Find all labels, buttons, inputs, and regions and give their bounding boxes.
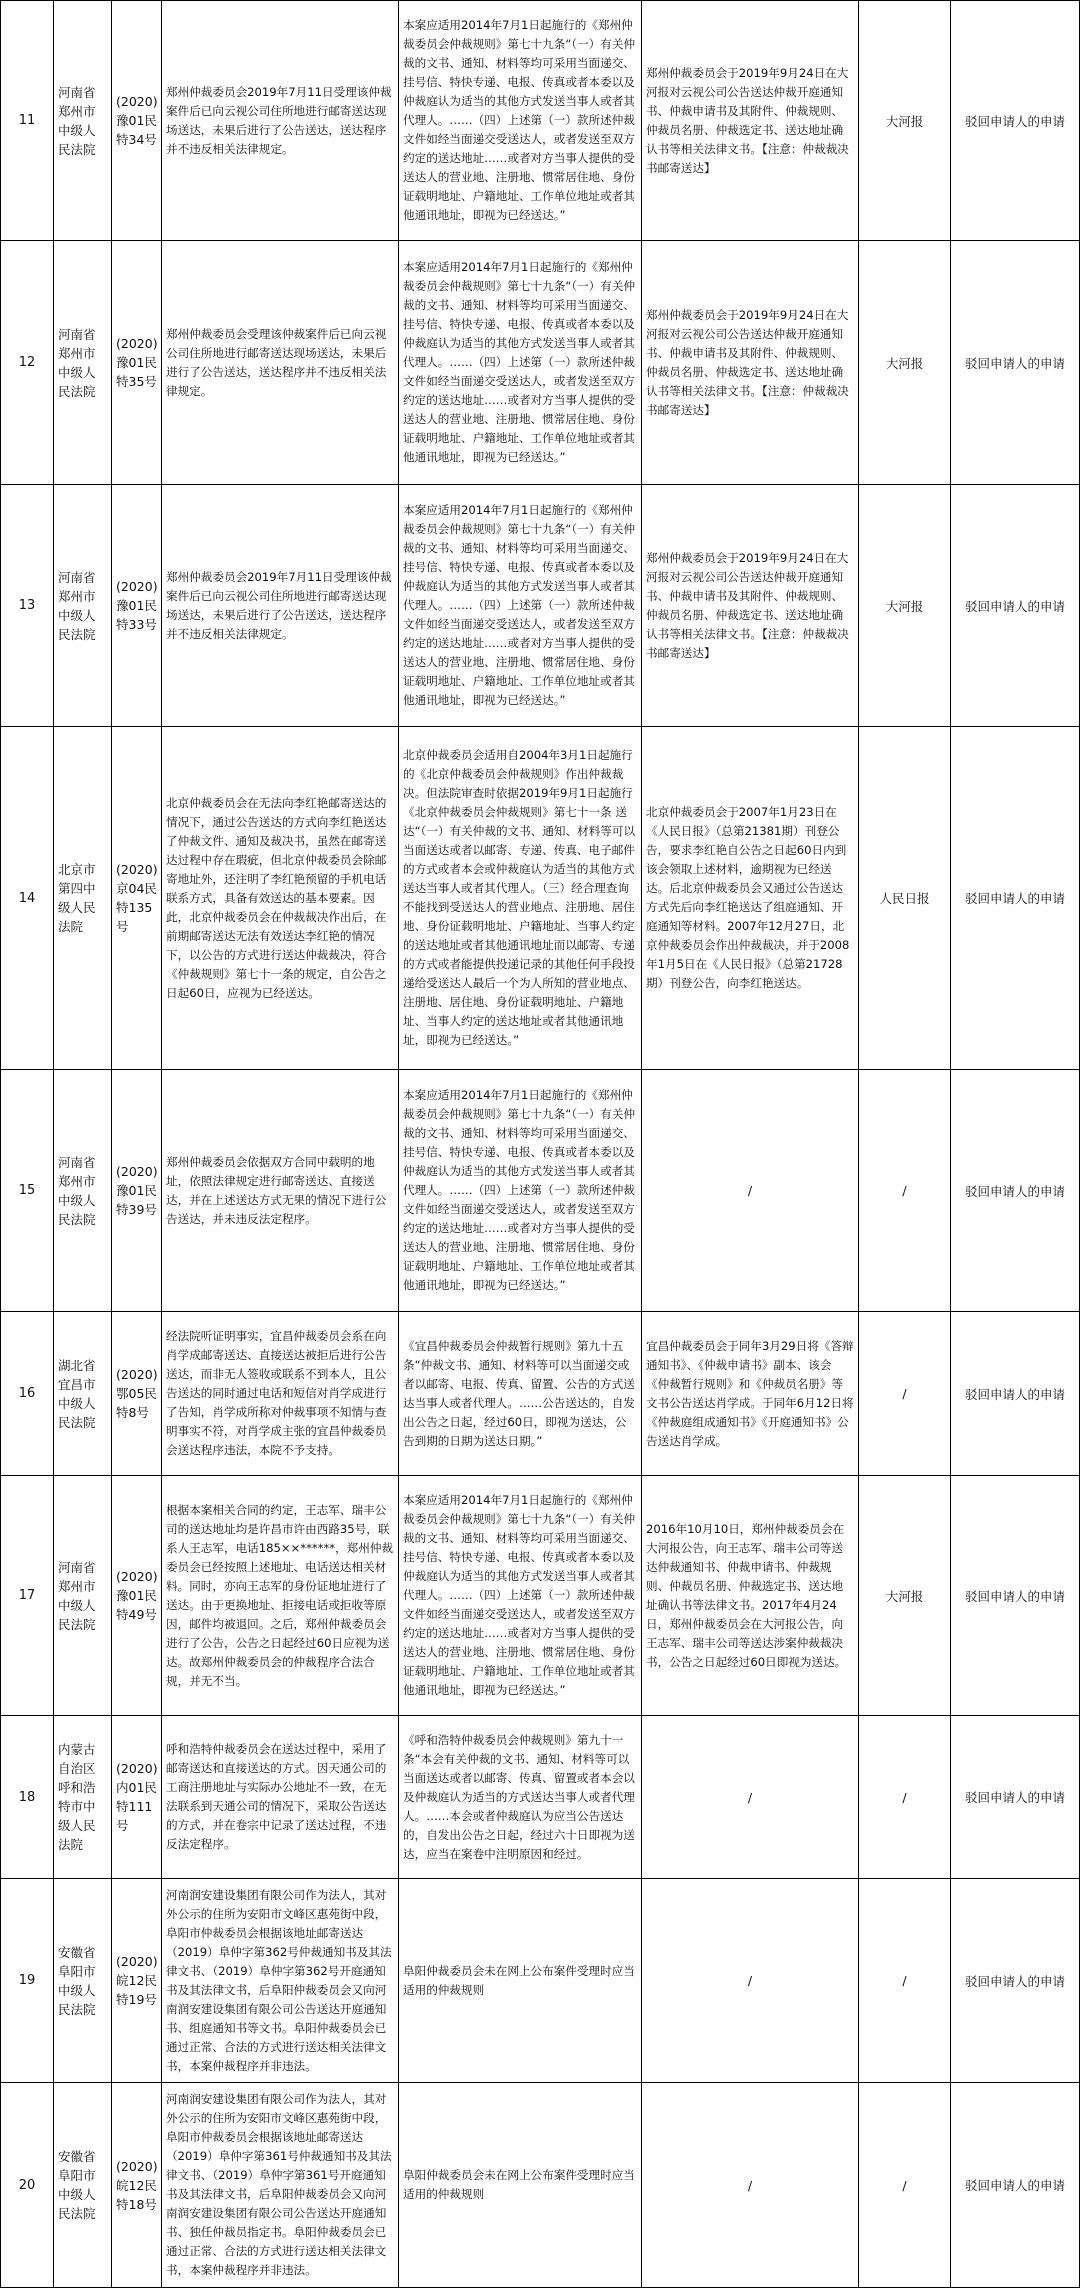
applicable-rule: 阜阳仲裁委员会未在网上公布案件受理时应当适用的仲裁规则	[399, 1879, 642, 2083]
case-number: (2020)豫01民特34号	[112, 1, 162, 241]
court-finding: 呼和浩特仲裁委员会在送达过程中，采用了邮寄送达和直接送达的方式。因天通公司的工商注册地址与实际办公地址不一致，在无法联系到天通公司的情况下，采取公告送达的方式，并在卷宗中记录了送达过程，不违反法定程序。	[162, 1716, 399, 1879]
ruling-result: 驳回申请人的申请	[951, 2083, 1080, 2288]
service-fact: /	[642, 1070, 859, 1312]
row-number: 20	[1, 2083, 54, 2288]
row-number: 19	[1, 1879, 54, 2083]
table-row	[1, 727, 1080, 1070]
newspaper: /	[859, 1312, 951, 1476]
ruling-result: 驳回申请人的申请	[951, 1879, 1080, 2083]
ruling-result: 驳回申请人的申请	[951, 1716, 1080, 1879]
service-fact: 2016年10月10日，郑州仲裁委员会在大河报公告，向王志军、瑞丰公司等送达仲裁通知书、仲裁申请书、仲裁规则、仲裁员名册、仲裁选定书、送达地址确认书等法律文书。2017年4月24日，郑州仲裁委员会在大河报公告，向王志军、瑞丰公司等送达涉案仲裁裁决书，公告之日起经过60日即视为送达。	[642, 1476, 859, 1716]
court-name: 河南省郑州市中级人民法院	[54, 1070, 112, 1312]
court-finding: 北京仲裁委员会在无法向李红艳邮寄送达的情况下，通过公告送达的方式向李红艳送达了仲裁文件、通知及裁决书，虽然在邮寄送达过程中存在瑕疵，但北京仲裁委员会除邮寄地址外，还注明了李红艳预留的手机电话联系方式，具备有效送达的基本要素。因此，北京仲裁委员会在仲裁裁决作出后，在前期邮寄送达无法有效送达李红艳的情况下，以公告的方式进行送达仲裁裁决，符合《仲裁规则》第七十一条的规定，自公告之日起60日，应视为已经送达。	[162, 727, 399, 1070]
service-fact: 北京仲裁委员会于2007年1月23日在《人民日报》（总第21381期）刊登公告，要求李红艳自公告之日起60日内到该会领取上述材料，逾期视为已经送达。后北京仲裁委员会又通过公告送达方式先后向李红艳送达了组庭通知、开庭通知等材料。2007年12月27日，北京仲裁委员会作出仲裁裁决，并于2008年1月5日在《人民日报》（总第21728期）刊登公告，向李红艳送达。	[642, 727, 859, 1070]
row-number: 11	[1, 1, 54, 241]
court-name: 河南省郑州市中级人民法院	[54, 1476, 112, 1716]
ruling-result: 驳回申请人的申请	[951, 1312, 1080, 1476]
case-number: (2020)豫01民特39号	[112, 1070, 162, 1312]
applicable-rule: 本案应适用2014年7月1日起施行的《郑州仲裁委员会仲裁规则》第七十九条“（一）有关仲裁的文书、通知、材料等均可采用当面递交、挂号信、特快专递、电报、传真或者本委以及仲裁庭认为适当的其他方式发送当事人或者其代理人。……（四）上述第（一）款所述仲裁文件如经当面递交受送达人，或者发送至双方约定的送达地址……或者对方当事人提供的受送达人的营业地、注册地、惯常居住地、身份证载明地址、户籍地址、工作单位地址或者其他通讯地址，即视为已经送达。”	[399, 1, 642, 241]
applicable-rule: 《宜昌仲裁委员会仲裁暂行规则》第九十五条“仲裁文书、通知、材料等可以当面递交或者以邮寄、电报、传真、留置、公告的方式送达当事人或者代理人。……公告送达的，自发出公告之日起，经过60日，即视为送达，公告到期的日期为送达日期。”	[399, 1312, 642, 1476]
court-name: 安徽省阜阳市中级人民法院	[54, 1879, 112, 2083]
newspaper: /	[859, 1070, 951, 1312]
applicable-rule: 阜阳仲裁委员会未在网上公布案件受理时应当适用的仲裁规则	[399, 2083, 642, 2288]
case-number: (2020)豫01民特33号	[112, 485, 162, 727]
row-number: 12	[1, 241, 54, 485]
table-row	[1, 241, 1080, 485]
newspaper: /	[859, 2083, 951, 2288]
court-name: 北京市第四中级人民法院	[54, 727, 112, 1070]
court-name: 河南省郑州市中级人民法院	[54, 1, 112, 241]
court-name: 湖北省宜昌市中级人民法院	[54, 1312, 112, 1476]
newspaper: /	[859, 1716, 951, 1879]
ruling-result: 驳回申请人的申请	[951, 1070, 1080, 1312]
applicable-rule: 本案应适用2014年7月1日起施行的《郑州仲裁委员会仲裁规则》第七十九条“（一）有关仲裁的文书、通知、材料等均可采用当面递交、挂号信、特快专递、电报、传真或者本委以及仲裁庭认为适当的其他方式发送当事人或者其代理人。……（四）上述第（一）款所述仲裁文件如经当面递交受送达人，或者发送至双方约定的送达地址……或者对方当事人提供的受送达人的营业地、注册地、惯常居住地、身份证载明地址、户籍地址、工作单位地址或者其他通讯地址，即视为已经送达。”	[399, 241, 642, 485]
service-fact: 郑州仲裁委员会于2019年9月24日在大河报对云视公司公告送达仲裁开庭通知书、仲裁申请书及其附件、仲裁规则、仲裁员名册、仲裁选定书、送达地址确认书等相关法律文书。【注意：仲裁裁决书邮寄送达】	[642, 485, 859, 727]
applicable-rule: 本案应适用2014年7月1日起施行的《郑州仲裁委员会仲裁规则》第七十九条“（一）有关仲裁的文书、通知、材料等均可采用当面递交、挂号信、特快专递、电报、传真或者本委以及仲裁庭认为适当的其他方式发送当事人或者其代理人。……（四）上述第（一）款所述仲裁文件如经当面递交受送达人，或者发送至双方约定的送达地址……或者对方当事人提供的受送达人的营业地、注册地、惯常居住地、身份证载明地址、户籍地址、工作单位地址或者其他通讯地址，即视为已经送达。”	[399, 1476, 642, 1716]
ruling-result: 驳回申请人的申请	[951, 727, 1080, 1070]
row-number: 18	[1, 1716, 54, 1879]
newspaper: 大河报	[859, 1476, 951, 1716]
newspaper: 大河报	[859, 241, 951, 485]
court-name: 内蒙古自治区呼和浩特市中级人民法院	[54, 1716, 112, 1879]
newspaper: 大河报	[859, 485, 951, 727]
table-row	[1, 1879, 1080, 2083]
court-finding: 河南润安建设集团有限公司作为法人，其对外公示的住所为安阳市文峰区惠苑街中段，阜阳市仲裁委员会根据该地址邮寄送达（2019）阜仲字第362号仲裁通知书及其法律文书、（2019）阜仲字第362号开庭通知书及其法律文书，后阜阳仲裁委员会又向河南润安建设集团有限公司公告送达开庭通知书、组庭通知书等文书。阜阳仲裁委员会已通过正常、合法的方式进行送达相关法律文书，本案仲裁程序并非违法。	[162, 1879, 399, 2083]
service-fact: /	[642, 1879, 859, 2083]
case-number: (2020)京04民特135号	[112, 727, 162, 1070]
court-finding: 郑州仲裁委员会2019年7月11日受理该仲裁案件后已向云视公司住所地进行邮寄送达现场送达，未果后进行了公告送达，送达程序并不违反相关法律规定。	[162, 485, 399, 727]
service-fact: 郑州仲裁委员会于2019年9月24日在大河报对云视公司公告送达仲裁开庭通知书、仲裁申请书及其附件、仲裁规则、仲裁员名册、仲裁选定书、送达地址确认书等相关法律文书。【注意：仲裁裁决书邮寄送达】	[642, 1, 859, 241]
case-number: (2020)豫01民特49号	[112, 1476, 162, 1716]
case-number: (2020)豫01民特35号	[112, 241, 162, 485]
case-number: (2020)内01民特111号	[112, 1716, 162, 1879]
service-fact: /	[642, 1716, 859, 1879]
service-fact: 宜昌仲裁委员会于同年3月29日将《答辩通知书》、《仲裁申请书》副本、该会《仲裁暂行规则》和《仲裁员名册》等文书公告送达肖学成。于同年6月12日将《仲裁庭组成通知书》《开庭通知书》公告送达肖学成。	[642, 1312, 859, 1476]
ruling-result: 驳回申请人的申请	[951, 1476, 1080, 1716]
service-fact: 郑州仲裁委员会于2019年9月24日在大河报对云视公司公告送达仲裁开庭通知书、仲裁申请书及其附件、仲裁规则、仲裁员名册、仲裁选定书、送达地址确认书等相关法律文书。【注意：仲裁裁决书邮寄送达】	[642, 241, 859, 485]
court-finding: 根据本案相关合同的约定，王志军、瑞丰公司的送达地址均是许昌市许由西路35号，联系人王志军，电话185××******，郑州仲裁委员会已经按照上述地址、电话送达相关材料。同时，亦向王志军的身份证地址进行了送达。由于更换地址、拒接电话或拒收等原因，邮件均被退回。之后，郑州仲裁委员会进行了公告，公告之日起经过60日应视为送达。故郑州仲裁委员会的仲裁程序合法合规，并无不当。	[162, 1476, 399, 1716]
table-row	[1, 1070, 1080, 1312]
row-number: 17	[1, 1476, 54, 1716]
table-row	[1, 2083, 1080, 2288]
court-name: 河南省郑州市中级人民法院	[54, 485, 112, 727]
case-number: (2020)皖12民特18号	[112, 2083, 162, 2288]
table-row	[1, 1716, 1080, 1879]
court-finding: 经法院听证明事实，宜昌仲裁委员会系在向肖学成邮寄送达、直接送达被拒后进行公告送达，而非无人签收或联系不到本人，且公告送达的同时通过电话和短信对肖学成进行了告知，肖学成所称对仲裁事项不知情与查明事实不符，对肖学成主张的宜昌仲裁委员会送达程序违法，本院不予支持。	[162, 1312, 399, 1476]
court-name: 河南省郑州市中级人民法院	[54, 241, 112, 485]
applicable-rule: 本案应适用2014年7月1日起施行的《郑州仲裁委员会仲裁规则》第七十九条“（一）有关仲裁的文书、通知、材料等均可采用当面递交、挂号信、特快专递、电报、传真或者本委以及仲裁庭认为适当的其他方式发送当事人或者其代理人。……（四）上述第（一）款所述仲裁文件如经当面递交受送达人，或者发送至双方约定的送达地址……或者对方当事人提供的受送达人的营业地、注册地、惯常居住地、身份证载明地址、户籍地址、工作单位地址或者其他通讯地址，即视为已经送达。”	[399, 485, 642, 727]
table-row	[1, 485, 1080, 727]
case-number: (2020)鄂05民特8号	[112, 1312, 162, 1476]
row-number: 13	[1, 485, 54, 727]
ruling-result: 驳回申请人的申请	[951, 485, 1080, 727]
court-name: 安徽省阜阳市中级人民法院	[54, 2083, 112, 2288]
ruling-result: 驳回申请人的申请	[951, 241, 1080, 485]
ruling-result: 驳回申请人的申请	[951, 1, 1080, 241]
row-number: 15	[1, 1070, 54, 1312]
court-finding: 河南润安建设集团有限公司作为法人，其对外公示的住所为安阳市文峰区惠苑街中段，阜阳市仲裁委员会根据该地址邮寄送达（2019）阜仲字第361号仲裁通知书及其法律文书、（2019）阜仲字第361号开庭通知书及其法律文书，后阜阳仲裁委员会又向河南润安建设集团有限公司公告送达开庭通知书、独任仲裁员指定书。阜阳仲裁委员会已通过正常、合法的方式进行送达相关法律文书，本案仲裁程序并非违法。	[162, 2083, 399, 2288]
court-finding: 郑州仲裁委员会2019年7月11日受理该仲裁案件后已向云视公司住所地进行邮寄送达现场送达，未果后进行了公告送达，送达程序并不违反相关法律规定。	[162, 1, 399, 241]
applicable-rule: 北京仲裁委员会适用自2004年3月1日起施行的《北京仲裁委员会仲裁规则》作出仲裁裁决。但法院审查时依据2019年9月1日起施行《北京仲裁委员会仲裁规则》第七十一条 送达“（一）有关仲裁的文书、通知、材料等可以当面送达或者以邮寄、专递、传真、电子邮件的方式或者本会或仲裁庭认为适当的其他方式送达当事人或者其代理人。（三）经合理查询不能找到受送达人的营业地点、注册地、居住地、身份证载明地址、户籍地址、当事人约定的送达地址或者其他通讯地址而以邮寄、专递的方式或者能提供投递记录的其他任何手段投递给受送达人最后一个为人所知的营业地点、注册地、居住地、身份证载明地址、户籍地址、当事人约定的送达地址或者其他通讯地址，即视为已经送达。”	[399, 727, 642, 1070]
table-row	[1, 1476, 1080, 1716]
court-finding: 郑州仲裁委员会受理该仲裁案件后已向云视公司住所地进行邮寄送达现场送达，未果后进行了公告送达，送达程序并不违反相关法律规定。	[162, 241, 399, 485]
service-fact: /	[642, 2083, 859, 2288]
table-row	[1, 1, 1080, 241]
table-row	[1, 1312, 1080, 1476]
row-number: 16	[1, 1312, 54, 1476]
newspaper: 大河报	[859, 1, 951, 241]
court-finding: 郑州仲裁委员会依据双方合同中载明的地址，依照法律规定进行邮寄送达、直接送达，并在上述送达方式无果的情况下进行公告送达，并未违反法定程序。	[162, 1070, 399, 1312]
applicable-rule: 《呼和浩特仲裁委员会仲裁规则》第九十一条“本会有关仲裁的文书、通知、材料等可以当面送达或者以邮寄、传真、留置或者本会以及仲裁庭认为适当的方式送达当事人或者代理人。……本会或者仲裁庭认为应当公告送达的，自发出公告之日起，经过六十日即视为送达，应当在案卷中注明原因和经过。	[399, 1716, 642, 1879]
case-number: (2020)皖12民特19号	[112, 1879, 162, 2083]
newspaper: /	[859, 1879, 951, 2083]
row-number: 14	[1, 727, 54, 1070]
newspaper: 人民日报	[859, 727, 951, 1070]
applicable-rule: 本案应适用2014年7月1日起施行的《郑州仲裁委员会仲裁规则》第七十九条“（一）有关仲裁的文书、通知、材料等均可采用当面递交、挂号信、特快专递、电报、传真或者本委以及仲裁庭认为适当的其他方式发送当事人或者其代理人。……（四）上述第（一）款所述仲裁文件如经当面递交受送达人，或者发送至双方约定的送达地址……或者对方当事人提供的受送达人的营业地、注册地、惯常居住地、身份证载明地址、户籍地址、工作单位地址或者其他通讯地址，即视为已经送达。”	[399, 1070, 642, 1312]
